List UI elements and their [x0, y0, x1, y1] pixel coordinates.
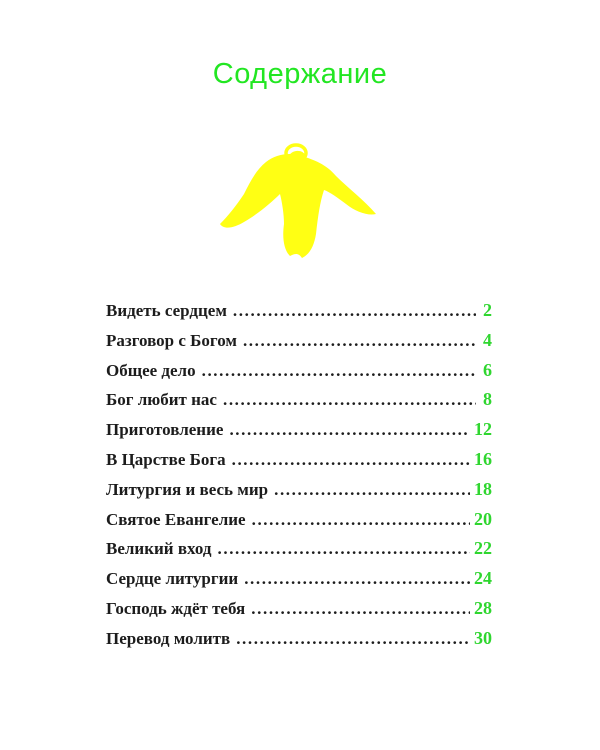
toc-entry-title: Разговор с Богом: [106, 330, 237, 350]
toc-entry-page: 2: [483, 300, 492, 320]
toc-entry-page: 12: [474, 419, 492, 440]
toc-dot-leader: [252, 510, 470, 530]
toc-entry[interactable]: [106, 449, 492, 479]
toc-entry[interactable]: [106, 419, 492, 449]
toc-entry-page: 24: [474, 568, 492, 589]
dove-icon: [218, 136, 384, 260]
toc-dot-leader: [243, 331, 476, 351]
toc-entry-title: Бог любит нас: [106, 390, 217, 410]
toc-dot-leader: [274, 480, 470, 500]
toc-entry[interactable]: [106, 628, 492, 658]
toc-entry[interactable]: [106, 479, 492, 509]
toc-dot-leader: [232, 450, 470, 470]
toc-entry-title: Великий вход: [106, 539, 212, 559]
toc-entry-title: Приготовление: [106, 420, 224, 440]
toc-entry[interactable]: [106, 509, 492, 539]
toc-entry[interactable]: [106, 568, 492, 598]
toc-entry-page: 8: [483, 389, 492, 410]
toc-entry-title: Господь ждёт тебя: [106, 598, 246, 618]
toc-dot-leader: [202, 361, 476, 381]
toc-dot-leader: [236, 629, 470, 649]
toc-entry-page: 6: [483, 359, 492, 380]
toc-dot-leader: [244, 569, 470, 589]
toc-entry-page: 18: [474, 478, 492, 499]
toc-entry-page: 20: [474, 508, 492, 529]
toc-entry-title: В Царстве Бога: [106, 449, 226, 469]
toc-entry-title: Сердце литургии: [106, 569, 239, 589]
table-of-contents: [106, 300, 492, 658]
toc-entry-page: 16: [474, 448, 492, 469]
toc-entry-title: Перевод молитв: [106, 628, 231, 648]
toc-dot-leader: [251, 599, 470, 619]
toc-entry-page: 4: [483, 329, 492, 350]
toc-dot-leader: [223, 390, 476, 410]
toc-entry-title: Общее дело: [106, 360, 196, 380]
toc-entry[interactable]: [106, 538, 492, 568]
toc-entry-title: Литургия и весь мир: [106, 479, 269, 499]
toc-entry-title: Святое Евангелие: [106, 509, 246, 529]
dove-body: [220, 154, 376, 258]
toc-entry[interactable]: [106, 300, 492, 330]
toc-entry[interactable]: [106, 598, 492, 628]
toc-entry-page: 22: [474, 538, 492, 559]
page-title: Содержание: [212, 58, 388, 90]
toc-dot-leader: [229, 420, 470, 440]
toc-entry[interactable]: [106, 330, 492, 360]
toc-entry-page: 30: [474, 627, 492, 648]
toc-entry[interactable]: [106, 389, 492, 419]
toc-dot-leader: [233, 301, 476, 321]
toc-dot-leader: [218, 539, 471, 559]
toc-entry-page: 28: [474, 597, 492, 618]
toc-entry-title: Видеть сердцем: [106, 301, 227, 320]
toc-entry[interactable]: [106, 360, 492, 390]
